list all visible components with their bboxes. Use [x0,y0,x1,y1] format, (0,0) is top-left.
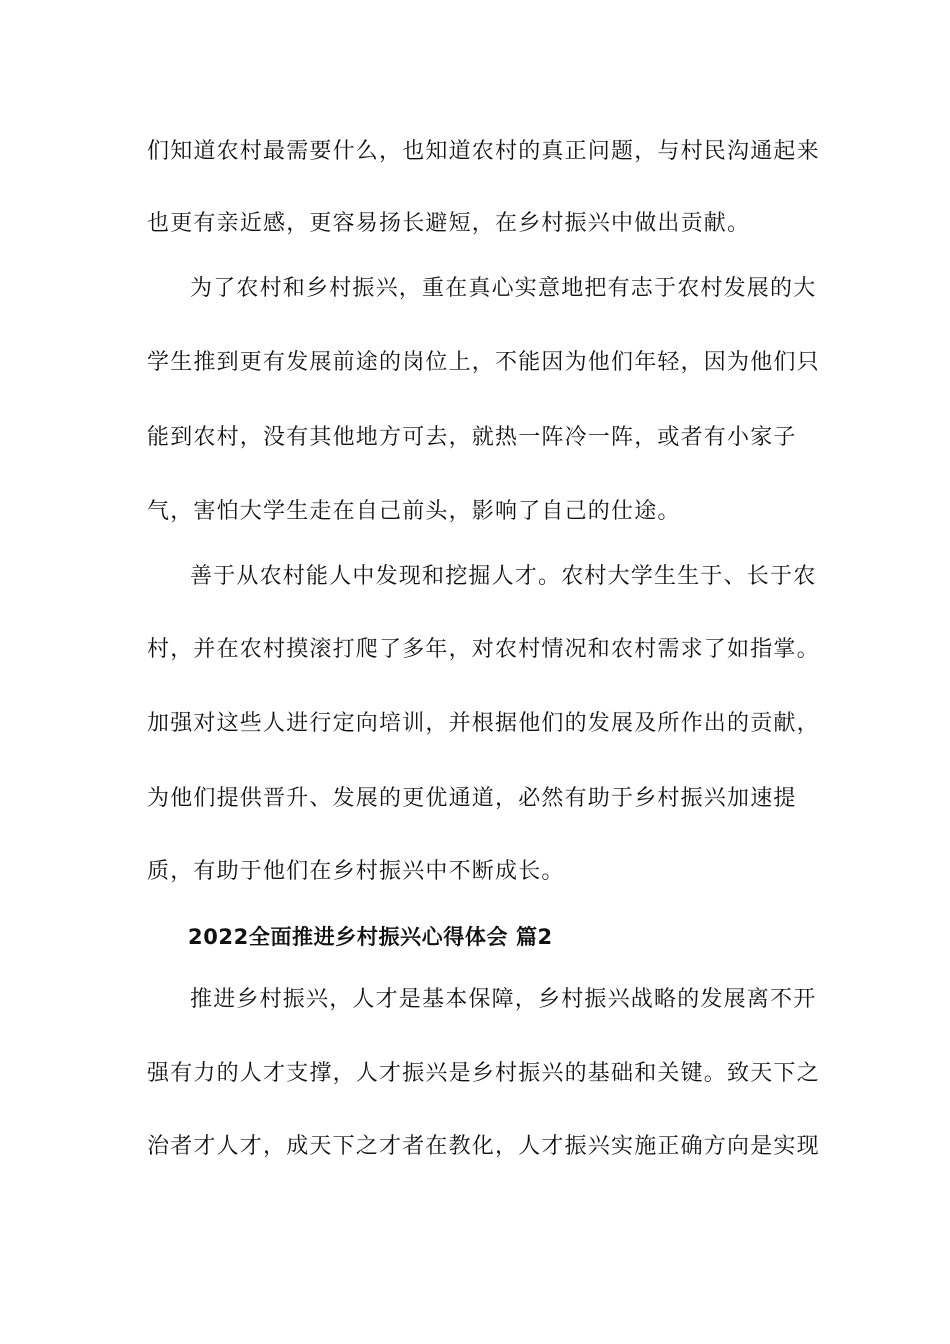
paragraph-line-11: 质，有助于他们在乡村振兴中不断成长。 [147,859,565,884]
paragraph-line-14: 治者才人才，成天下之才者在教化，人才振兴实施正确方向是实现 [147,1134,820,1159]
paragraph-line-5: 能到农村，没有其他地方可去，就热一阵冷一阵，或者有小家子 [147,425,797,450]
paragraph-line-4: 学生推到更有发展前途的岗位上，不能因为他们年轻，因为他们只 [147,350,820,375]
paragraph-line-8: 村，并在农村摸滚打爬了多年，对农村情况和农村需求了如指掌。 [147,637,820,662]
paragraph-line-2: 也更有亲近感，更容易扬长避短，在乡村振兴中做出贡献。 [147,211,751,236]
paragraph-line-7: 善于从农村能人中发现和挖掘人才。农村大学生生于、长于农 [190,564,817,589]
section-heading: 2022全面推进乡村振兴心得体会 篇2 [188,925,553,949]
paragraph-line-1: 们知道农村最需要什么，也知道农村的真正问题，与村民沟通起来 [147,139,820,164]
paragraph-line-3: 为了农村和乡村振兴，重在真心实意地把有志于农村发展的大 [190,276,817,301]
paragraph-line-6: 气，害怕大学生走在自己前头，影响了自己的仕途。 [147,499,681,524]
paragraph-line-9: 加强对这些人进行定向培训，并根据他们的发展及所作出的贡献， [147,711,820,736]
paragraph-line-12: 推进乡村振兴，人才是基本保障，乡村振兴战略的发展离不开 [190,987,817,1012]
paragraph-line-10: 为他们提供晋升、发展的更优通道，必然有助于乡村振兴加速提 [147,786,797,811]
paragraph-line-13: 强有力的人才支撑，人才振兴是乡村振兴的基础和关键。致天下之 [147,1061,820,1086]
